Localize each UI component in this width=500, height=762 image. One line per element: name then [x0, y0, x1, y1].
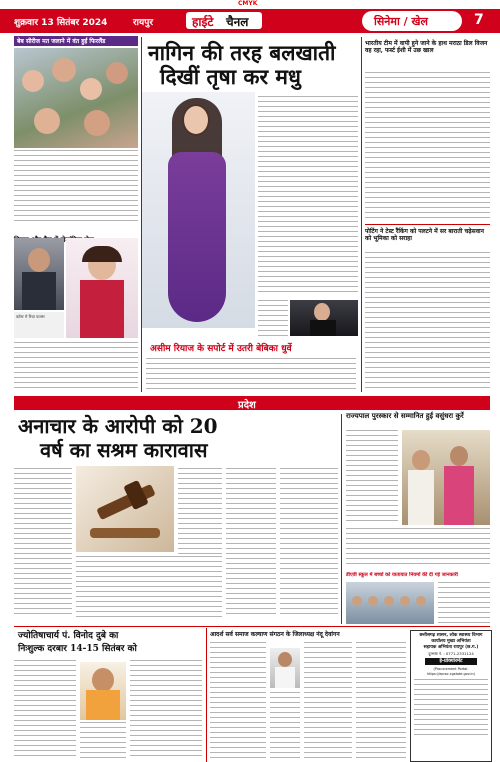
right-head1: भारतीय टीम में वापी हुने जाने के हाथ मराठा डिल विजन वह रहा, फर्स्ट ईशी में उछ खाल	[365, 40, 488, 54]
logo-right: चैनल	[226, 15, 249, 29]
right-head2-box	[365, 224, 490, 249]
award-ceremony-photo	[402, 430, 490, 525]
actress-photo	[66, 238, 138, 338]
mid-text4	[356, 642, 406, 760]
astro-headline-line2: निःशुल्क दरबार 14-15 सितंबर को	[18, 644, 137, 654]
pradesh-left-text1	[14, 468, 72, 618]
tender-portal: (Procurement Portal: https://eproc.cgstate.gov.in)	[427, 667, 475, 676]
school-photo	[346, 582, 434, 624]
city-name: रायपुर	[133, 18, 154, 28]
school-headline: डीएवी स्कूल में बच्चों को यातायात नियमों की दी गई जानकारी	[346, 572, 458, 578]
mid-text1	[210, 642, 266, 760]
lead-sub-text	[146, 358, 356, 392]
mid-text3	[304, 642, 352, 760]
astrologer-photo	[80, 662, 126, 720]
right-article2-text	[365, 252, 490, 392]
actor-photo	[14, 238, 64, 310]
pradesh-col-rule	[341, 414, 342, 624]
section-name: सिनेमा / खेल	[374, 15, 428, 28]
lead-title-line2: दिखीं तृषा कर मधु	[160, 64, 301, 89]
right-article1-text	[365, 72, 490, 222]
mid-headline: आदर्श सर्व समाज कल्याण संगठन के जिलाध्यक्ष नंदू देवांगन	[210, 631, 340, 638]
astro-headline-line1: ज्योतिषाचार्य पं. विनोद दुबे का	[18, 631, 119, 641]
pradesh-headline-line1: अनाचार के आरोपी को 20	[18, 414, 218, 438]
print-strip	[0, 0, 500, 8]
vasundhara-text2	[346, 528, 490, 568]
mid-text2	[270, 692, 300, 760]
school-text	[438, 582, 490, 624]
pradesh-headline-line2: वर्ष का सश्रम कारावास	[40, 438, 208, 462]
tender-notice	[410, 630, 492, 762]
rich-dark-caption-box	[14, 312, 64, 338]
lead-title-line1: नागिन की तरह बलखाती	[148, 40, 336, 65]
lead-body-text	[258, 96, 358, 296]
bottom-col-rule1	[206, 628, 207, 762]
bebika-photo	[290, 300, 358, 336]
vasundhara-headline: राज्यपाल पुरस्कार से सम्मानित हुई वसुंधरा कुर्रे	[346, 411, 464, 420]
logo-left: हाईटे	[192, 15, 214, 29]
vasundhara-headline-wrap	[346, 412, 490, 426]
section-pill	[362, 11, 462, 31]
rich-dark: कॉस्ट मे रिचा फलस	[16, 314, 45, 319]
issue-date: शुक्रवार 13 सितंबर 2024	[14, 18, 108, 28]
left-article2-text	[14, 342, 138, 392]
gavel-photo	[76, 466, 174, 552]
column-rule-right	[361, 37, 362, 392]
lead-sub-head: असीम रियाज के सपोर्ट में उतरी बेबिका धुर्वे	[150, 344, 292, 354]
pradesh-label: प्रदेश	[238, 400, 256, 411]
right-head1-box	[365, 40, 490, 70]
astro-text1	[14, 660, 76, 760]
left-head1: बेब सीरीज मत जलाने में वंत हुईं फिरलैंड	[17, 38, 106, 45]
page-number: 7	[474, 12, 484, 28]
devangan-photo	[270, 648, 300, 688]
right-head2: पोटिंग ने टेस्ट रैंकिंग को पलटने में सर बाराती चढ़ेसवान को भूमिका को सराहा	[365, 228, 484, 242]
left-article1-text	[14, 150, 138, 225]
webseries-cast-photo	[14, 48, 138, 148]
tender-label: ई-प्रोक्योरमेंट	[425, 658, 477, 665]
cmyk-mark: CMYK	[238, 0, 258, 7]
pradesh-left-text4	[280, 468, 338, 618]
pradesh-left-text5	[76, 556, 222, 618]
masthead	[0, 9, 500, 33]
astro-text3	[80, 722, 126, 760]
bottom-rule	[14, 626, 490, 627]
tender-phone: दूरभाष नं. : 0771-2331124	[428, 651, 474, 656]
astro-text2	[130, 660, 202, 760]
lead-body-text2	[258, 300, 288, 336]
tender-title: छत्तीसगढ़ शासन, लोक स्वास्थ्य विभाग	[419, 633, 483, 638]
tender-body	[414, 679, 488, 735]
logo-box	[186, 12, 262, 29]
tender-office: सहायक अभियंता रायपुर (छ.ग.)	[423, 645, 479, 650]
pradesh-left-text3	[226, 468, 276, 618]
left-head2	[14, 227, 138, 236]
vasundhara-text	[346, 430, 398, 525]
pradesh-banner	[14, 396, 490, 410]
pradesh-left-text2	[178, 468, 222, 558]
tender-sub: कार्यालय मुख्य अभियंता	[431, 639, 471, 644]
left-head1-bar	[14, 36, 138, 46]
lead-actress-photo	[142, 92, 255, 328]
